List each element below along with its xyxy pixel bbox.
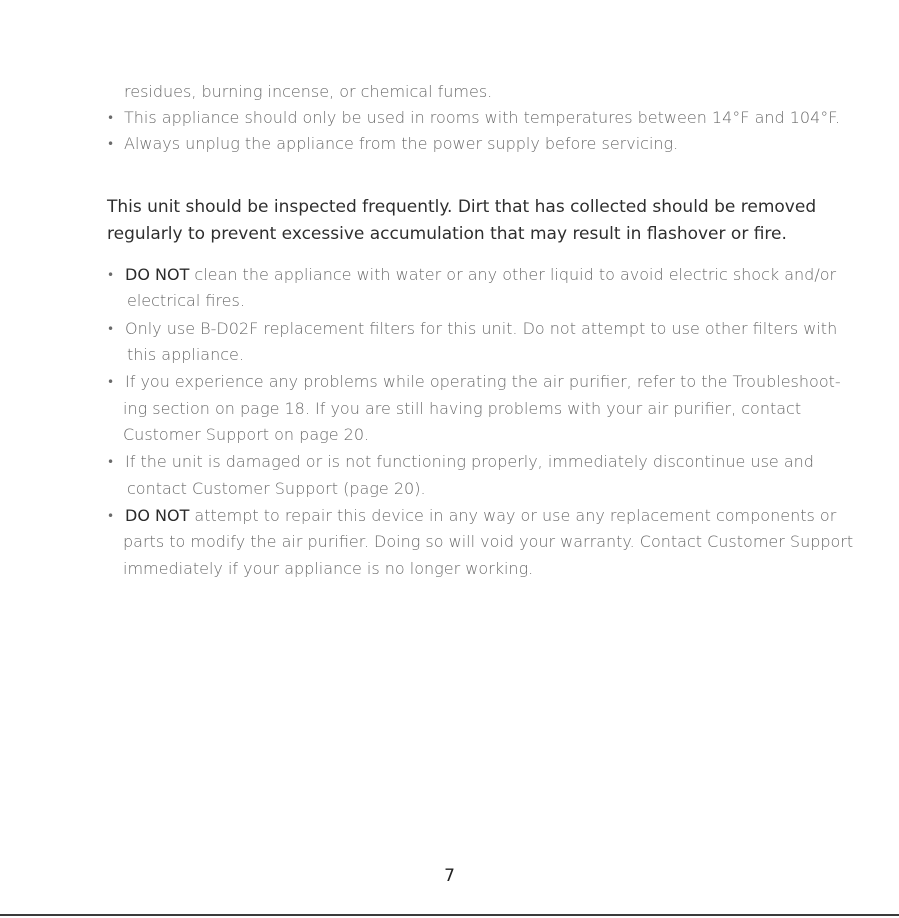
bullet-icon: • (107, 375, 115, 389)
list-continuation-text: residues, burning incense, or chemical fumes. (124, 82, 493, 101)
bullet-icon: • (107, 455, 115, 469)
list-item-continuation: electrical fires. (127, 291, 245, 310)
list-item: If you experience any problems while operating the air purifier, refer to the Troubleshoot- (125, 372, 841, 391)
list-item-continuation: Customer Support on page 20. (123, 425, 370, 444)
bullet-icon: • (107, 268, 115, 282)
list-item: This appliance should only be used in rooms with temperatures between 14°F and 104°F. (124, 108, 841, 127)
list-item-continuation: contact Customer Support (page 20). (127, 479, 426, 498)
list-item: Always unplug the appliance from the power supply before servicing. (124, 134, 679, 153)
page-number: 7 (444, 866, 455, 886)
bullet-icon: • (107, 322, 115, 336)
list-item: Only use B-D02F replacement filters for this unit. Do not attempt to use other filters with (125, 319, 838, 338)
bullet-icon: • (107, 137, 115, 151)
do-not-emphasis: DO NOT (125, 265, 190, 284)
list-item-text: attempt to repair this device in any way or use any replacement components or (189, 506, 837, 525)
list-item-continuation: parts to modify the air purifier. Doing so will void your warranty. Contact Customer Support (123, 532, 854, 551)
notice-line: regularly to prevent excessive accumulation that may result in flashover or fire. (107, 224, 787, 244)
bullet-icon: • (107, 111, 115, 125)
bullet-icon: • (107, 509, 115, 523)
list-item-continuation: ing section on page 18. If you are still having problems with your air purifier, contact (123, 399, 802, 418)
list-item (125, 262, 836, 288)
list-item-text: clean the appliance with water or any other liquid to avoid electric shock and/or (189, 265, 837, 284)
notice-line: This unit should be inspected frequently. Dirt that has collected should be removed (107, 197, 817, 217)
list-item (125, 503, 836, 529)
list-item-continuation: immediately if your appliance is no longer working. (123, 559, 534, 578)
do-not-emphasis: DO NOT (125, 506, 190, 525)
page-bottom-rule (0, 914, 899, 916)
list-item-continuation: this appliance. (127, 345, 244, 364)
list-item: If the unit is damaged or is not functioning properly, immediately discontinue use and (125, 452, 814, 471)
